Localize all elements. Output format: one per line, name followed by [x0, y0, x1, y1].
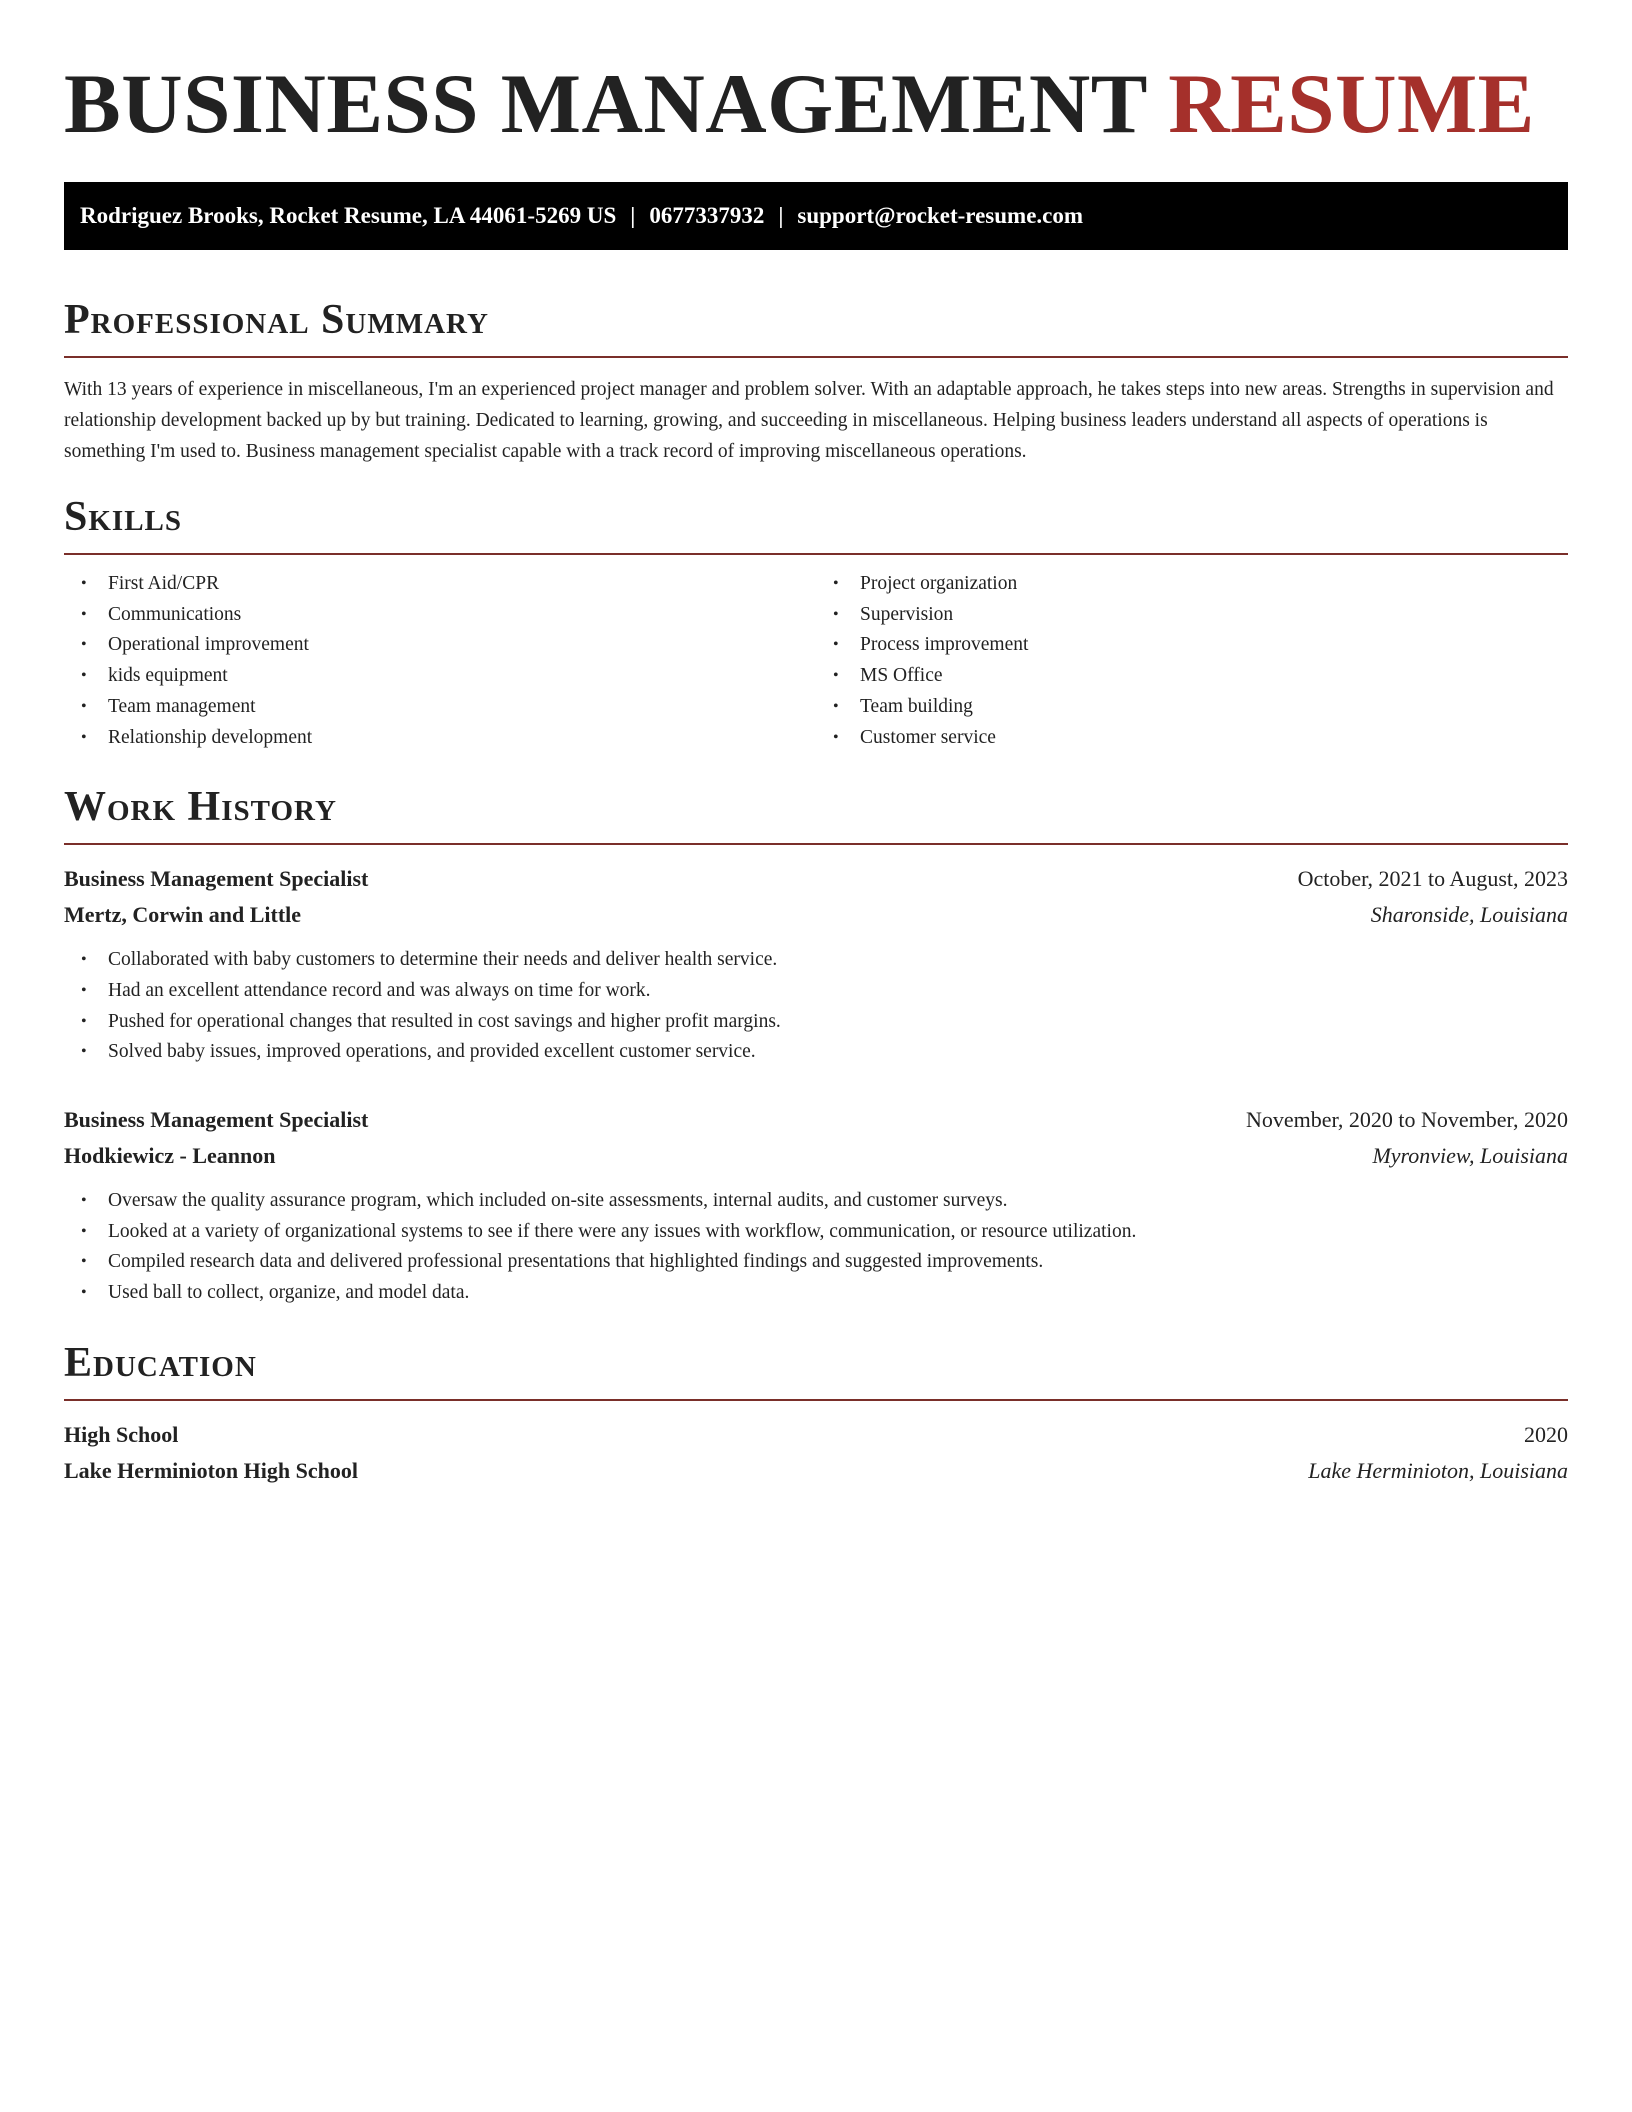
job-company-row: [64, 897, 1568, 933]
bullet-icon: •: [81, 728, 87, 746]
job-duty-text: Oversaw the quality assurance program, which included on-site assessments, internal audits, and customer surveys.: [108, 1190, 1008, 1212]
job-header-row: [64, 1102, 1568, 1138]
skills-column-right: [816, 569, 1568, 753]
job-duty-item: [64, 945, 1568, 976]
skill-label: Team management: [108, 695, 256, 717]
skill-label: Process improvement: [860, 634, 1029, 656]
section-divider: [64, 843, 1568, 845]
job-title: Business Management Specialist: [64, 866, 369, 892]
job-duty-text: Had an excellent attendance record and was always on time for work.: [108, 979, 651, 1001]
job-entry: [64, 861, 1568, 1068]
section-divider: [64, 356, 1568, 358]
skill-label: Team building: [860, 695, 973, 717]
education-heading: Education: [64, 1339, 257, 1386]
job-duty-text: Compiled research data and delivered professional presentations that highlighted findings and suggested improvements.: [108, 1251, 1044, 1273]
title-accent: RESUME: [1168, 57, 1535, 151]
bullet-icon: •: [833, 728, 839, 746]
contact-email: support@rocket-resume.com: [797, 203, 1084, 228]
skill-label: Operational improvement: [108, 634, 309, 656]
job-duty-text: Collaborated with baby customers to determine their needs and deliver health service.: [108, 949, 778, 971]
skill-item: [64, 630, 816, 661]
education-location: Lake Herminioton, Louisiana: [1308, 1457, 1568, 1483]
job-duty-item: [64, 1278, 1568, 1309]
education-entry: [64, 1417, 1568, 1489]
bullet-icon: •: [81, 1284, 87, 1302]
job-company: Mertz, Corwin and Little: [64, 902, 302, 928]
skill-label: Relationship development: [108, 726, 313, 748]
skill-label: Communications: [108, 603, 242, 625]
job-duty-item: [64, 976, 1568, 1007]
section-divider: [64, 1399, 1568, 1401]
work-history-section: [64, 781, 1568, 1309]
skill-item: [816, 600, 1568, 631]
job-duty-text: Pushed for operational changes that resulted in cost savings and higher profit margins.: [108, 1010, 781, 1032]
job-dates: November, 2020 to November, 2020: [1245, 1107, 1568, 1133]
job-location: Sharonside, Louisiana: [1370, 902, 1568, 928]
job-duties-list: [64, 945, 1568, 1068]
job-company-row: [64, 1138, 1568, 1174]
job-duty-text: Solved baby issues, improved operations, and provided excellent customer service.: [108, 1041, 756, 1063]
resume-title: [64, 0, 1568, 150]
skill-label: MS Office: [860, 665, 943, 687]
contact-address: Rodriguez Brooks, Rocket Resume, LA 44061-5269 US: [80, 203, 617, 228]
skill-item: [816, 692, 1568, 723]
bullet-icon: •: [81, 667, 87, 685]
bullet-icon: •: [833, 697, 839, 715]
skill-label: Customer service: [860, 726, 996, 748]
bullet-icon: •: [81, 981, 87, 999]
skill-label: First Aid/CPR: [108, 573, 220, 594]
skill-label: Project organization: [860, 573, 1018, 594]
skills-grid: [64, 569, 1568, 753]
skill-item: [64, 661, 816, 692]
bullet-icon: •: [81, 697, 87, 715]
education-year: 2020: [1524, 1421, 1568, 1447]
job-title: Business Management Specialist: [64, 1107, 369, 1133]
skill-item: [816, 661, 1568, 692]
skill-item: [64, 723, 816, 754]
contact-phone: 0677337932: [649, 203, 765, 228]
summary-section: [64, 294, 1568, 467]
job-duty-text: Looked at a variety of organizational systems to see if there were any issues with workflow, communication, or resource utilization.: [108, 1220, 1137, 1242]
contact-separator: |: [778, 203, 784, 228]
education-school-row: [64, 1453, 1568, 1489]
bullet-icon: •: [833, 605, 839, 623]
job-entry: [64, 1102, 1568, 1309]
bullet-icon: •: [81, 1192, 87, 1210]
summary-text: With 13 years of experience in miscellaneous, I'm an experienced project manager and problem solver. With an adaptable approach, he takes steps into new areas. Strengths in supervision and relationship development backed up by but training. Dedicated to learning, growing, and succeeding in miscellaneous. Helping business leaders understand all aspects of operations is something I'm used to. Business management specialist capable with a track record of improving miscellaneous operations.: [64, 379, 1554, 462]
job-dates: October, 2021 to August, 2023: [1297, 866, 1568, 892]
job-duties-list: [64, 1186, 1568, 1309]
job-duty-item: [64, 1037, 1568, 1068]
bullet-icon: •: [81, 575, 87, 592]
bullet-icon: •: [81, 1222, 87, 1240]
bullet-icon: •: [833, 667, 839, 685]
bullet-icon: •: [81, 1012, 87, 1030]
skills-heading: Skills: [64, 494, 183, 540]
skill-item: [64, 692, 816, 723]
bullet-icon: •: [81, 951, 87, 969]
skill-item: [816, 569, 1568, 600]
job-duty-text: Used ball to collect, organize, and model data.: [108, 1282, 470, 1304]
contact-bar: [64, 182, 1568, 250]
education-header-row: [64, 1417, 1568, 1453]
skill-item: [816, 630, 1568, 661]
bullet-icon: •: [833, 636, 839, 654]
skill-item: [64, 600, 816, 631]
job-header-row: [64, 861, 1568, 897]
skill-item: [816, 723, 1568, 754]
skills-column-left: [64, 569, 816, 753]
education-school: Lake Herminioton High School: [64, 1457, 358, 1483]
job-duty-item: [64, 1007, 1568, 1038]
bullet-icon: •: [81, 1043, 87, 1061]
skill-label: Supervision: [860, 603, 954, 625]
skill-item: [64, 569, 816, 600]
skills-section: [64, 491, 1568, 753]
education-section: [64, 1337, 1568, 1489]
job-duty-item: [64, 1217, 1568, 1248]
work-history-heading: Work History: [64, 784, 337, 831]
title-main: BUSINESS MANAGEMENT: [64, 57, 1147, 151]
job-company: Hodkiewicz - Leannon: [64, 1143, 276, 1169]
contact-separator: |: [630, 203, 636, 228]
job-location: Myronview, Louisiana: [1372, 1143, 1568, 1169]
bullet-icon: •: [81, 605, 87, 623]
bullet-icon: •: [81, 636, 87, 654]
job-duty-item: [64, 1247, 1568, 1278]
summary-heading: Professional Summary: [64, 297, 489, 343]
section-divider: [64, 553, 1568, 555]
bullet-icon: •: [833, 575, 839, 592]
job-duty-item: [64, 1186, 1568, 1217]
skill-label: kids equipment: [108, 665, 228, 687]
bullet-icon: •: [81, 1253, 87, 1271]
education-degree: High School: [64, 1421, 179, 1447]
